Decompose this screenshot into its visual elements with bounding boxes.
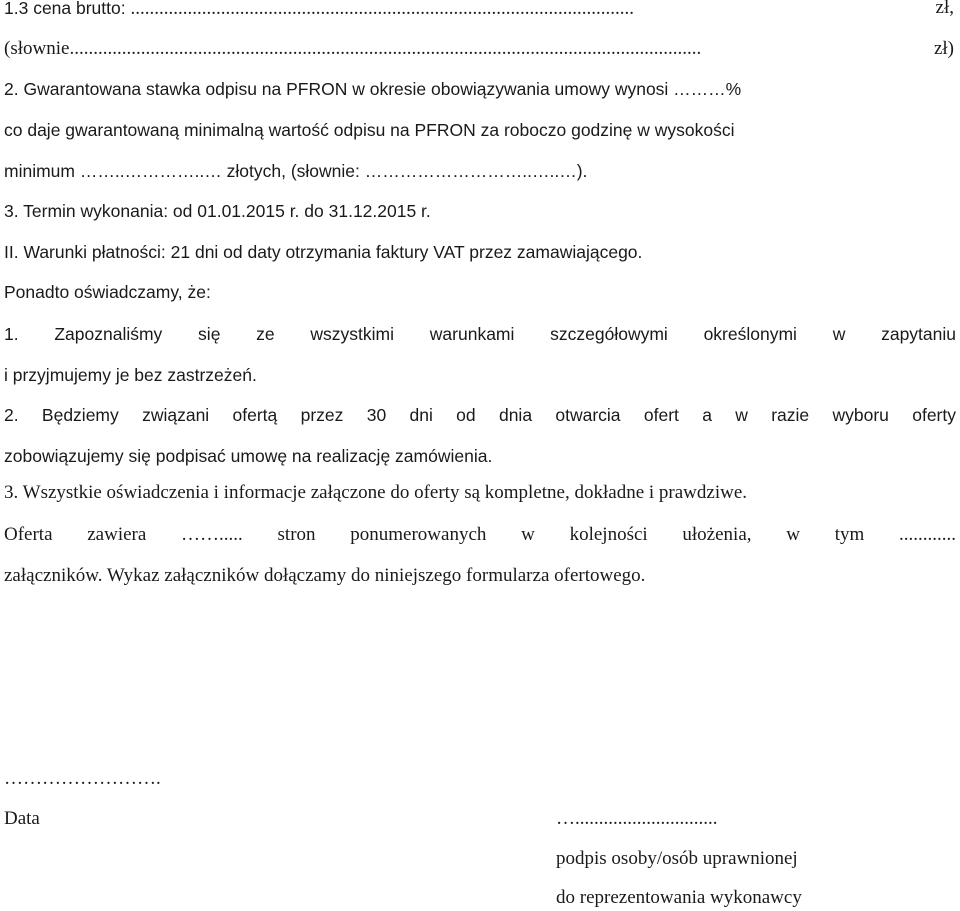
term-line: 3. Termin wykonania: od 01.01.2015 r. do 31.12.2015 r. bbox=[4, 201, 431, 221]
price-words-line bbox=[4, 38, 954, 60]
price-words-unit: zł) bbox=[933, 38, 954, 59]
price-words-label: (słownie..................................................................................................................................... bbox=[4, 38, 702, 59]
price-gross-label: 1.3 cena brutto: .......................................................................................................... bbox=[4, 0, 634, 19]
signature-dots: ….............................. bbox=[556, 808, 718, 829]
declaration-1-line-2: i przyjmujemy je bez zastrzeżeń. bbox=[4, 365, 257, 385]
price-gross-unit: zł, bbox=[935, 0, 954, 18]
pfron-minimum-line: minimum ……..…………..… złotych, (słownie: ………………………..…..…). bbox=[4, 161, 588, 181]
price-gross-line bbox=[4, 0, 954, 20]
date-label: Data bbox=[4, 808, 40, 829]
declarations-intro: Ponadto oświadczamy, że: bbox=[4, 282, 211, 302]
pages-count-line: Oferta zawiera ……..... stron ponumerowanych w kolejności ułożenia, w tym ............ bbox=[4, 524, 956, 545]
signature-label-1: podpis osoby/osób uprawnionej bbox=[556, 848, 798, 869]
pfron-rate-line-2: co daje gwarantowaną minimalną wartość odpisu na PFRON za roboczo godzinę w wysokości bbox=[4, 120, 735, 140]
signature-label-2: do reprezentowania wykonawcy bbox=[556, 887, 802, 908]
declaration-2-line-2: zobowiązujemy się podpisać umowę na realizację zamówienia. bbox=[4, 446, 493, 466]
date-dots: ……………………. bbox=[4, 768, 161, 789]
declaration-1-line-1: 1. Zapoznaliśmy się ze wszystkimi warunkami szczegółowymi określonymi w zapytaniu bbox=[4, 324, 956, 344]
attachments-line: załączników. Wykaz załączników dołączamy do niniejszego formularza ofertowego. bbox=[4, 565, 646, 586]
payment-terms: II. Warunki płatności: 21 dni od daty otrzymania faktury VAT przez zamawiającego. bbox=[4, 242, 643, 262]
declaration-2-line-1: 2. Będziemy związani ofertą przez 30 dni od dnia otwarcia ofert a w razie wyboru oferty bbox=[4, 405, 956, 425]
pfron-rate-line: 2. Gwarantowana stawka odpisu na PFRON w okresie obowiązywania umowy wynosi ………% bbox=[4, 79, 742, 99]
declaration-3: 3. Wszystkie oświadczenia i informacje załączone do oferty są kompletne, dokładne i prawdziwe. bbox=[4, 482, 748, 503]
